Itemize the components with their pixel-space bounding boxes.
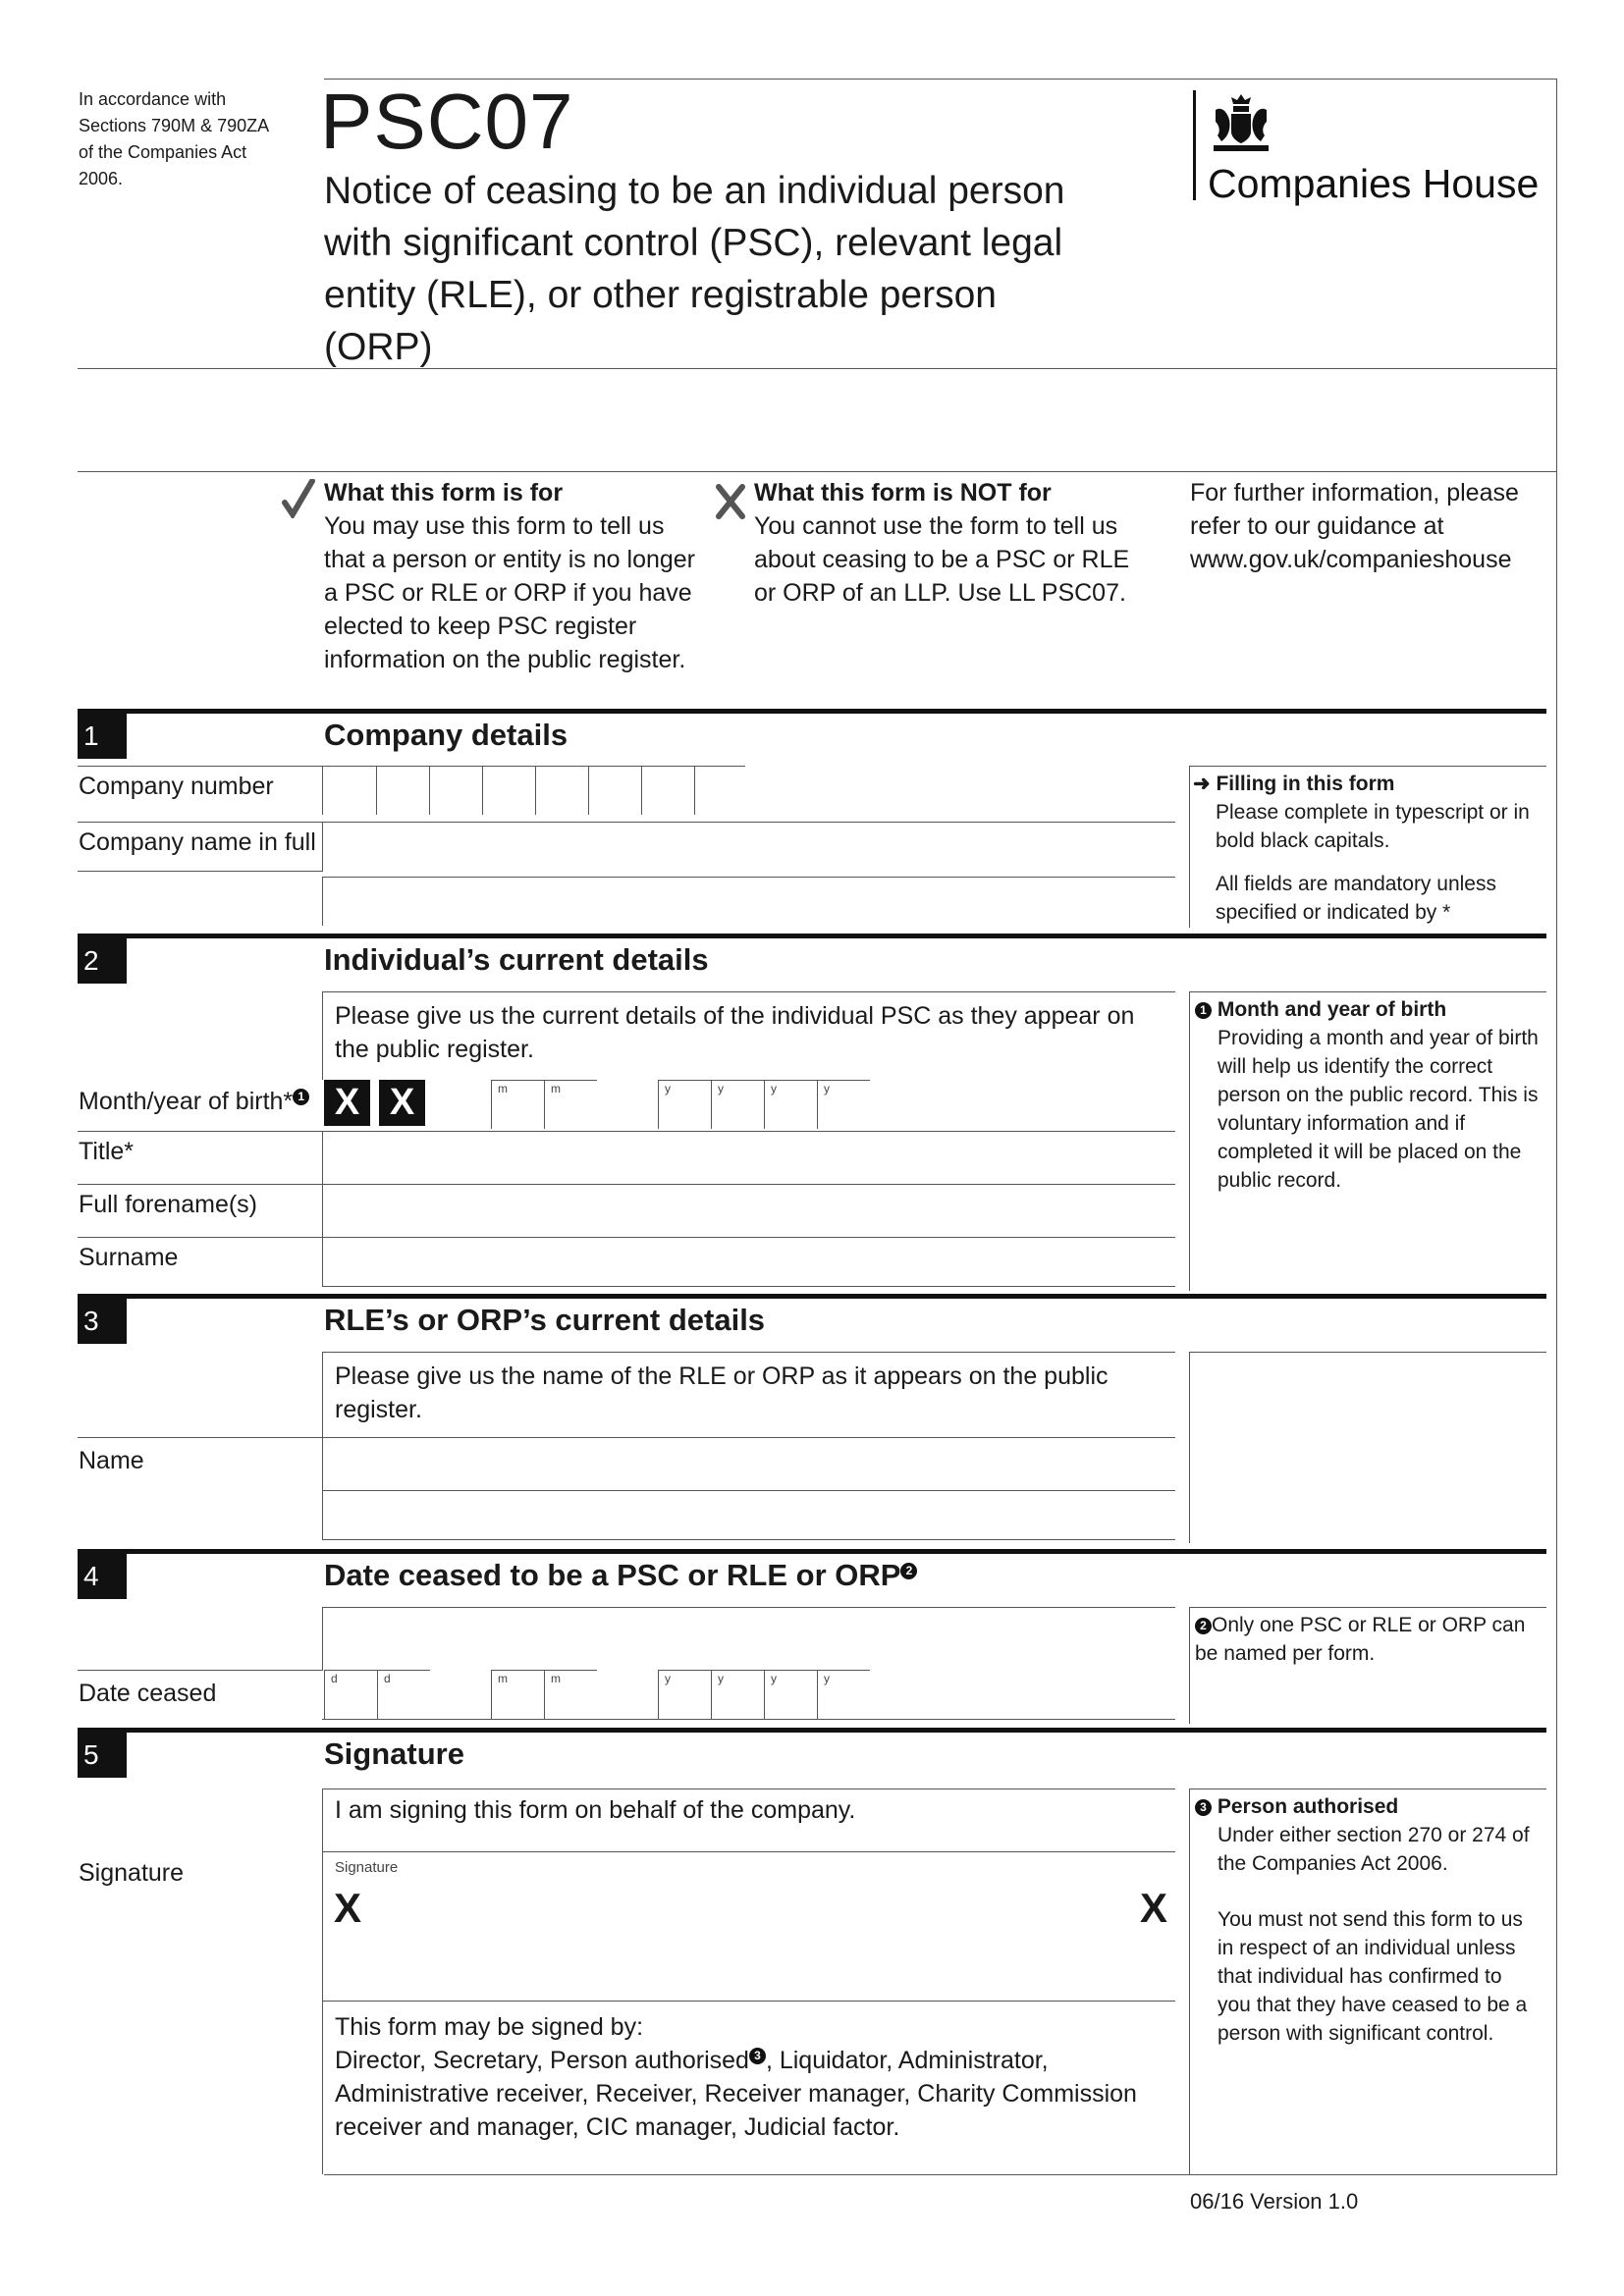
royal-coat-of-arms-icon (1206, 90, 1276, 155)
section-5-rule (78, 1728, 1546, 1733)
date-hint-m1: m (498, 1672, 508, 1685)
section-3-title: RLE’s or ORP’s current details (324, 1303, 766, 1337)
section-3-number: 3 (78, 1299, 127, 1344)
form-code: PSC07 (320, 78, 574, 165)
forenames-label: Full forename(s) (79, 1191, 257, 1218)
dob-hint-y1: y (665, 1082, 671, 1095)
section-2-title: Individual’s current details (324, 942, 709, 977)
date-hint-y4: y (824, 1672, 830, 1685)
s1-side-note (1193, 770, 1542, 927)
cross-icon (714, 483, 747, 525)
version-footer: 06/16 Version 1.0 (1190, 2189, 1359, 2214)
s5-signed-by (335, 2010, 1169, 2144)
further-information: For further information, please refer to our guidance at www.gov.uk/companieshouse (1190, 479, 1519, 573)
section-1-rule (78, 709, 1546, 714)
date-ceased-label: Date ceased (79, 1680, 217, 1707)
section-5-title: Signature (324, 1736, 464, 1771)
company-number-field[interactable] (322, 766, 745, 815)
cn-div-4 (535, 766, 536, 815)
date-hint-y1: y (665, 1672, 671, 1685)
section-1-title: Company details (324, 718, 568, 752)
check-icon (281, 479, 316, 523)
section-4-number: 4 (78, 1554, 127, 1599)
date-hint-d2: d (384, 1672, 391, 1685)
s2-side-text: Providing a month and year of birth will help us identify the correct person on the public record. This is voluntary information and if completed it will be placed on the public record. (1218, 1027, 1539, 1192)
signed-by-head: This form may be signed by: (335, 2013, 644, 2041)
s4-bottom (322, 1719, 1175, 1720)
form-title: Notice of ceasing to be an individual person with significant control (PSC), relevant legal entity (RLE), or other registrable person (ORP) (324, 170, 1065, 368)
s4-side-note (1195, 1611, 1539, 1668)
rle-name-label: Name (79, 1447, 144, 1474)
cn-div-1 (376, 766, 377, 815)
company-name-label: Company name in full (79, 828, 316, 856)
arrow-right-icon: ➜ (1193, 773, 1217, 795)
dob-hint-m2: m (551, 1082, 561, 1095)
dob-label: Month/year of birth* 1 (79, 1088, 309, 1116)
s5-side-text1: Under either section 270 or 274 of the Companies Act 2006. (1218, 1824, 1530, 1875)
s3-instruction: Please give us the name of the RLE or ORP as it appears on the public register. (335, 1362, 1109, 1423)
section-3-rule (78, 1294, 1546, 1299)
date-hint-y2: y (718, 1672, 724, 1685)
s3-side-panel (1189, 1352, 1546, 1543)
dob-hint-y2: y (718, 1082, 724, 1095)
s4-row-date (78, 1670, 323, 1671)
intro-rule (78, 471, 1557, 472)
date-hint-m2: m (551, 1672, 561, 1685)
s1-side-text1: Please complete in typescript or in bold black capitals. (1216, 801, 1530, 852)
cn-div-7 (694, 766, 695, 815)
rle-name-field-1[interactable] (322, 1437, 1175, 1490)
rle-name-field-2[interactable] (322, 1490, 1175, 1539)
surname-field[interactable] (322, 1237, 1175, 1286)
legal-reference: In accordance with Sections 790M & 790ZA of the Companies Act 2006. (79, 89, 269, 188)
s5-side-note (1195, 1792, 1539, 2048)
note-2-badge: 2 (900, 1563, 917, 1579)
company-name-field-1[interactable] (322, 822, 1175, 871)
s3-bottom (322, 1539, 1175, 1540)
for-text: You may use this form to tell us that a person or entity is no longer a PSC or RLE or ORP if you have elected to keep PSC register information on the public register. (324, 512, 696, 673)
s2-instruction: Please give us the current details of the individual PSC as they appear on the public register. (335, 1002, 1135, 1063)
surname-label: Surname (79, 1244, 179, 1271)
signature-box-label: Signature (335, 1859, 399, 1876)
signed-by-a: Director, Secretary, Person authorised (335, 2047, 749, 2074)
dob-hint-y3: y (771, 1082, 777, 1095)
forenames-field[interactable] (322, 1184, 1175, 1237)
s1-row3 (78, 871, 323, 872)
signature-start-mark: X (334, 1885, 362, 1931)
s5-side-title: Person authorised (1217, 1795, 1399, 1818)
signed-by-b: , Liquidator, Administrator, Administrative receiver, Receiver, Receiver manager, Charity Commission receiver and manager, CIC manager, Judicial factor. (335, 2047, 1137, 2141)
s4-side-text: Only one PSC or RLE or ORP can be named per form. (1195, 1614, 1526, 1665)
cn-div-6 (641, 766, 642, 815)
dob-hint-m1: m (498, 1082, 508, 1095)
section-2-rule (78, 934, 1546, 938)
cn-div-3 (482, 766, 483, 815)
s5-side-text2: You must not send this form to us in respect of an individual unless that individual has confirmed to you that they have ceased to be a person with significant control. (1218, 1908, 1528, 2045)
what-form-is-for (324, 476, 697, 676)
s2-side-title: Month and year of birth (1217, 998, 1447, 1021)
date-hint-y3: y (771, 1672, 777, 1685)
dob-blocked-day-1: X (324, 1080, 370, 1126)
note-3-side-badge: 3 (1195, 1799, 1212, 1816)
section-4-title: Date ceased to be a PSC or RLE or ORP 2 (324, 1558, 917, 1593)
note-1-badge: 1 (293, 1089, 309, 1105)
for-title: What this form is for (324, 479, 564, 507)
title-label: Title* (79, 1138, 135, 1165)
section-5-number: 5 (78, 1733, 127, 1778)
note-1-side-badge: 1 (1195, 1002, 1212, 1019)
section-1-number: 1 (78, 714, 127, 759)
signature-label: Signature (79, 1859, 185, 1887)
dob-hint-y4: y (824, 1082, 830, 1095)
section-2-number: 2 (78, 938, 127, 984)
dob-blocked-day-2: X (379, 1080, 425, 1126)
what-form-is-not-for (754, 476, 1147, 610)
not-for-title: What this form is NOT for (754, 479, 1052, 507)
frame-right (1556, 79, 1557, 2174)
s1-side-title: Filling in this form (1216, 773, 1395, 795)
s2-bottom (322, 1286, 1175, 1287)
company-name-field-2[interactable] (322, 877, 1175, 926)
s2-side-note (1195, 995, 1539, 1195)
date-hint-d1: d (331, 1672, 338, 1685)
s4-top-box (322, 1607, 1175, 1670)
frame-bottom (324, 2174, 1557, 2175)
title-field[interactable] (322, 1131, 1175, 1184)
signature-field[interactable] (322, 1851, 1175, 2001)
s1-side-text2: All fields are mandatory unless specified or indicated by * (1216, 873, 1496, 924)
not-for-text: You cannot use the form to tell us about ceasing to be a PSC or RLE or ORP of an LLP. Use LL PSC07. (754, 512, 1130, 607)
note-3-badge: 3 (749, 2048, 766, 2064)
brand-name: Companies House (1208, 161, 1540, 206)
signature-end-mark: X (1140, 1885, 1168, 1931)
company-number-label: Company number (79, 773, 274, 800)
logo-divider (1193, 90, 1196, 200)
s5-statement: I am signing this form on behalf of the company. (335, 1796, 856, 1824)
cn-div-2 (429, 766, 430, 815)
cn-div-5 (588, 766, 589, 815)
note-2-side-badge: 2 (1195, 1618, 1212, 1634)
section-4-rule (78, 1549, 1546, 1554)
header-rule (78, 368, 1557, 369)
